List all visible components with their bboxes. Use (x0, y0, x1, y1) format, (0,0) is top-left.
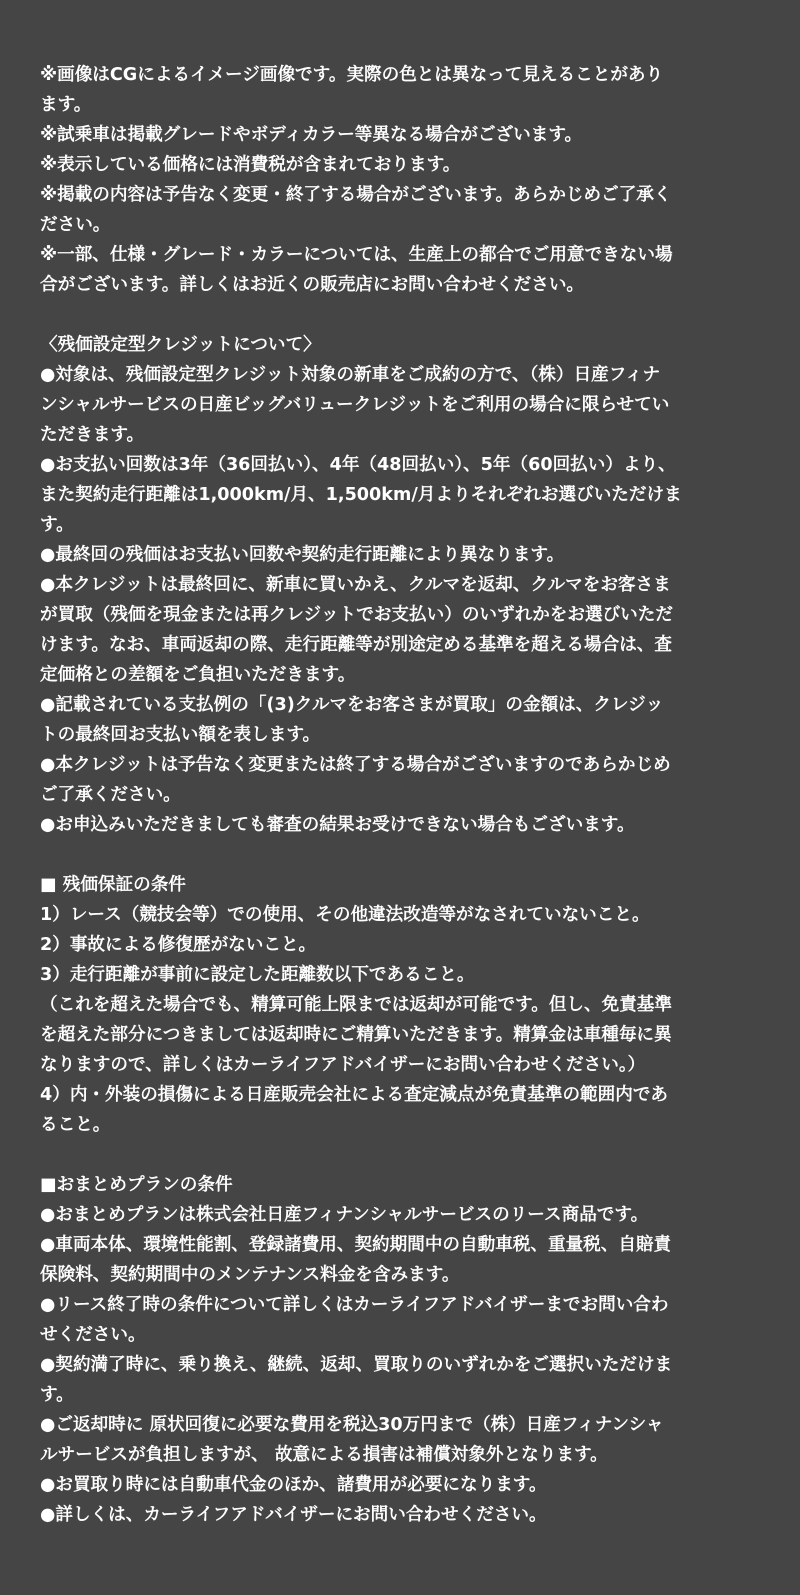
text-line: ただきます。 (40, 425, 145, 445)
text-line: ●最終回の残価はお支払い回数や契約走行距離により異なります。 (40, 545, 565, 565)
section-heading: 〈残価設定型クレジットについて〉 (40, 335, 321, 355)
text-line: ●記載されている支払例の「(3)クルマをお客さまが買取」の金額は、クレジッ (40, 695, 664, 715)
residual-section (40, 870, 760, 1140)
text-line: また契約走行距離は1,000km/月、1,500km/月よりそれぞれお選びいただけま (40, 485, 682, 505)
text-line: ※表示している価格には消費税が含まれております。 (40, 155, 461, 175)
text-line: ●お申込みいただきましても審査の結果お受けできない場合もございます。 (40, 815, 635, 835)
text-line: ※掲載の内容は予告なく変更・終了する場合がございます。あらかじめご了承く (40, 185, 672, 205)
text-line: ●本クレジットは最終回に、新車に買いかえ、クルマを返却、クルマをお客さま (40, 575, 671, 595)
spacer (40, 840, 760, 870)
plan-section (40, 1170, 760, 1530)
text-line: ●リース終了時の条件について詳しくはカーライフアドバイザーまでお問い合わ (40, 1295, 669, 1315)
text-line: 定価格との差額をご負担いただきます。 (40, 665, 356, 685)
text-line: 2）事故による修復歴がないこと。 (40, 935, 317, 955)
text-line: ●対象は、残価設定型クレジット対象の新車をご成約の方で、（株）日産フィナ (40, 365, 661, 385)
text-line: ※試乗車は掲載グレードやボディカラー等異なる場合がございます。 (40, 125, 583, 145)
text-line: せください。 (40, 1325, 146, 1345)
text-line: トの最終回お支払い額を表します。 (40, 725, 321, 745)
text-line: 4）内・外装の損傷による日産販売会社による査定減点が免責基準の範囲内であ (40, 1085, 669, 1105)
spacer (40, 1140, 760, 1170)
text-line: ※画像はCGによるイメージ画像です。実際の色とは異なって見えることがあり (40, 65, 664, 85)
text-line: ●おまとめプランは株式会社日産フィナンシャルサービスのリース商品です。 (40, 1205, 649, 1225)
text-line: ●車両本体、環境性能割、登録諸費用、契約期間中の自動車税、重量税、自賠責 (40, 1235, 672, 1255)
text-line: ご了承ください。 (40, 785, 181, 805)
spacer (40, 300, 760, 330)
text-line: ※一部、仕様・グレード・カラーについては、生産上の都合でご用意できない場 (40, 245, 673, 265)
text-line: ●詳しくは、カーライフアドバイザーにお問い合わせください。 (40, 1505, 547, 1525)
text-line: けます。なお、車両返却の際、走行距離等が別途定める基準を超える場合は、査 (40, 635, 672, 655)
text-line: ンシャルサービスの日産ビッグバリュークレジットをご利用の場合に限らせてい (40, 395, 670, 415)
text-line: 1）レース（競技会等）での使用、その他違法改造等がなされていないこと。 (40, 905, 650, 925)
text-line: ●お支払い回数は3年（36回払い）、4年（48回払い）、5年（60回払い）より、 (40, 455, 676, 475)
text-line: ●ご返却時に 原状回復に必要な費用を税込30万円まで（株）日産フィナンシャ (40, 1415, 664, 1435)
section-heading: ■おまとめプランの条件 (40, 1175, 233, 1195)
text-line: ルサービスが負担しますが、 故意による損害は補償対象外となります。 (40, 1445, 608, 1465)
text-line: を超えた部分につきましては返却時にご精算いただきます。精算金は車種毎に異 (40, 1025, 672, 1045)
text-line: 合がございます。詳しくはお近くの販売店にお問い合わせください。 (40, 275, 585, 295)
text-line: ●本クレジットは予告なく変更または終了する場合がございますのであらかじめ (40, 755, 671, 775)
text-line: 保険料、契約期間中のメンテナンス料金を含みます。 (40, 1265, 460, 1285)
text-line: ださい。 (40, 215, 111, 235)
text-line: ること。 (40, 1115, 111, 1135)
text-line: ます。 (40, 95, 92, 115)
text-line: が買取（残価を現金または再クレジットでお支払い）のいずれかをお選びいただ (40, 605, 673, 625)
text-line: ●お買取り時には自動車代金のほか、諸費用が必要になります。 (40, 1475, 547, 1495)
text-line: （これを超えた場合でも、精算可能上限までは返却が可能です。但し、免責基準 (40, 995, 672, 1015)
text-line: なりますので、詳しくはカーライフアドバイザーにお問い合わせください。） (40, 1055, 646, 1075)
section-heading: ■ 残価保証の条件 (40, 875, 186, 895)
text-line: す。 (40, 1385, 74, 1405)
text-line: す。 (40, 515, 74, 535)
credit-section (40, 330, 760, 840)
notes-section (40, 60, 760, 300)
text-line: ●契約満了時に、乗り換え、継続、返却、買取りのいずれかをご選択いただけま (40, 1355, 673, 1375)
text-line: 3）走行距離が事前に設定した距離数以下であること。 (40, 965, 475, 985)
